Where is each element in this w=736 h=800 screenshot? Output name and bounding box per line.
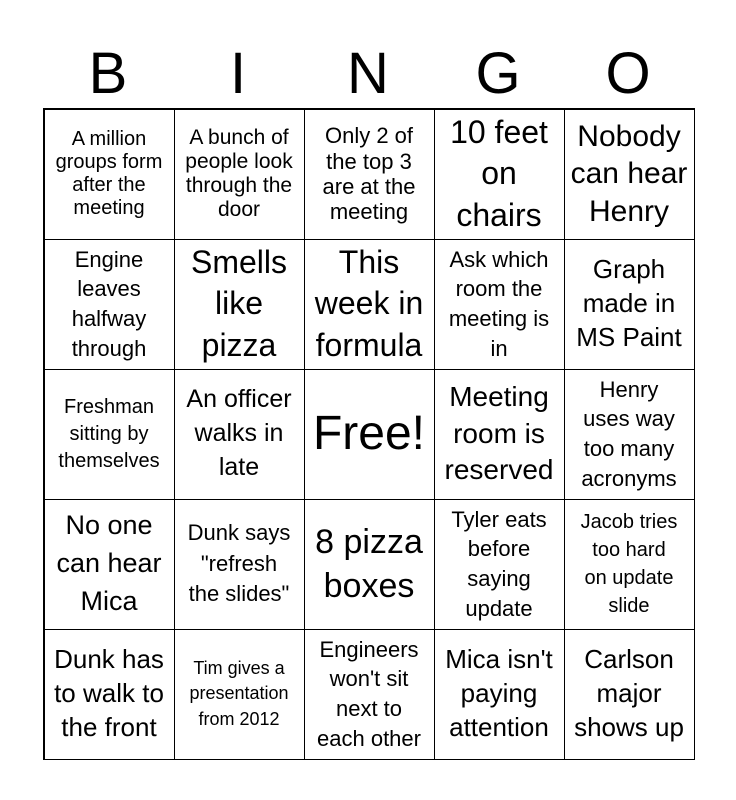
- bingo-header: [43, 40, 693, 108]
- bingo-cell[interactable]: Tyler eats before saying update: [434, 499, 565, 630]
- bingo-cell[interactable]: An officer walks in late: [174, 369, 305, 500]
- free-space-cell[interactable]: Free!: [304, 369, 435, 500]
- bingo-cell[interactable]: Tim gives a presentation from 2012: [174, 629, 305, 760]
- bingo-cell[interactable]: Nobody can hear Henry: [564, 109, 695, 240]
- header-letter-i: I: [229, 41, 247, 106]
- bingo-cell[interactable]: Smells like pizza: [174, 239, 305, 370]
- header-letter-b: B: [88, 41, 128, 106]
- bingo-cell[interactable]: Carlson major shows up: [564, 629, 695, 760]
- bingo-cell[interactable]: Dunk says "refresh the slides": [174, 499, 305, 630]
- header-letter-g: G: [475, 41, 521, 106]
- bingo-cell[interactable]: Engine leaves halfway through: [44, 239, 175, 370]
- header-letter-n: N: [347, 41, 389, 106]
- bingo-cell[interactable]: A bunch of people look through the door: [174, 109, 305, 240]
- bingo-cell[interactable]: Graph made in MS Paint: [564, 239, 695, 370]
- bingo-cell[interactable]: 10 feet on chairs: [434, 109, 565, 240]
- bingo-cell[interactable]: Henry uses way too many acronyms: [564, 369, 695, 500]
- bingo-cell[interactable]: A million groups form after the meeting: [44, 109, 175, 240]
- bingo-grid: [43, 108, 695, 760]
- bingo-cell[interactable]: Engineers won't sit next to each other: [304, 629, 435, 760]
- bingo-cell[interactable]: No one can hear Mica: [44, 499, 175, 630]
- bingo-cell[interactable]: Mica isn't paying attention: [434, 629, 565, 760]
- bingo-cell[interactable]: Ask which room the meeting is in: [434, 239, 565, 370]
- bingo-cell[interactable]: Freshman sitting by themselves: [44, 369, 175, 500]
- bingo-cell[interactable]: Meeting room is reserved: [434, 369, 565, 500]
- bingo-cell[interactable]: 8 pizza boxes: [304, 499, 435, 630]
- bingo-cell[interactable]: Dunk has to walk to the front: [44, 629, 175, 760]
- bingo-cell[interactable]: Only 2 of the top 3 are at the meeting: [304, 109, 435, 240]
- bingo-cell[interactable]: This week in formula: [304, 239, 435, 370]
- bingo-cell[interactable]: Jacob tries too hard on update slide: [564, 499, 695, 630]
- header-letter-o: O: [605, 41, 651, 106]
